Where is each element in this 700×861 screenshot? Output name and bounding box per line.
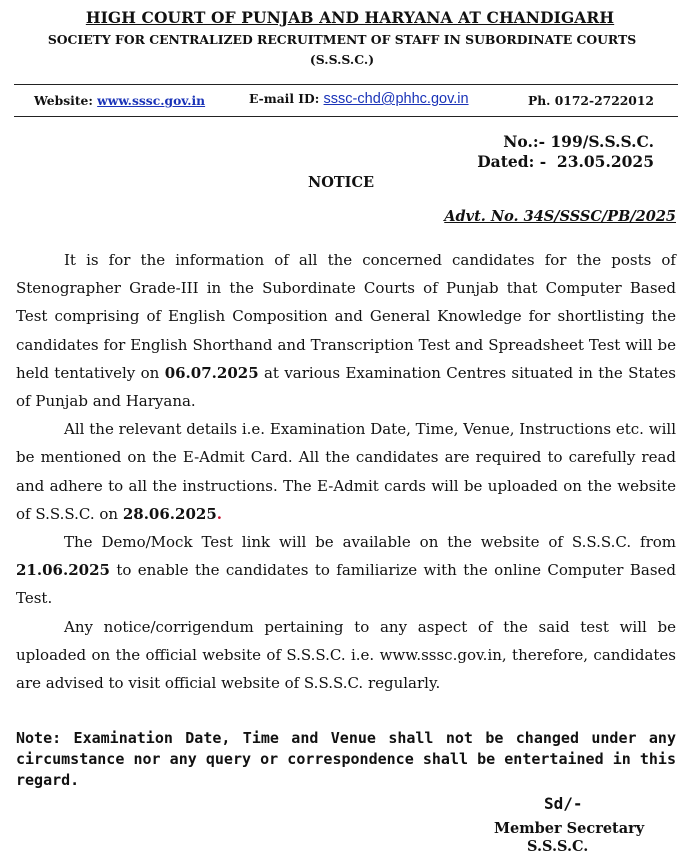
mock-test-date: 21.06.2025 [16, 561, 110, 580]
phone-group [528, 93, 654, 108]
phone-number: 0172-2722012 [554, 93, 654, 108]
notice-body [16, 246, 676, 697]
paragraph-1 [16, 246, 676, 415]
important-note: Note: Examination Date, Time and Venue shall not be changed under any circumstance nor any query or correspondence shall be entertained in this regard. [16, 729, 676, 789]
signature-sd: Sd/- [544, 794, 583, 813]
phone-label: Ph. [528, 93, 551, 108]
admit-card-date: 28.06.2025 [122, 504, 217, 523]
website-link[interactable]: www.sssc.gov.in [97, 93, 206, 108]
paragraph-2 [16, 415, 676, 528]
paragraph-2-text-b: . [216, 504, 223, 523]
paragraph-3 [16, 528, 676, 613]
exam-date: 06.07.2025 [164, 363, 259, 382]
email-label: E-mail ID: [249, 91, 320, 106]
paragraph-1-text-a: It is for the information of all the concerned candidates for the posts of Stenographer Grade-III in the Subordinate Courts of Punjab that Computer Based Test comprising of English Composition and General Knowledge for shortlisting the candidates for English Shorthand and Transcription Test and Spreadsheet Test will be held tentatively on [16, 251, 676, 382]
website-label: Website: [34, 93, 93, 108]
court-name-heading: HIGH COURT OF PUNJAB AND HARYANA AT CHANDIGARH [85, 8, 615, 27]
reference-date: Dated: - 23.05.2025 [477, 152, 654, 171]
email-group [249, 91, 469, 107]
paragraph-1-text-b: at various Examination Centres situated in the States of Punjab and Haryana. [16, 363, 676, 411]
paragraph-3-text-a: The Demo/Mock Test link will be available on the website of S.S.S.C. from [64, 533, 676, 552]
notice-title: NOTICE [308, 174, 375, 191]
website-group [34, 93, 205, 108]
contact-bar [34, 91, 674, 109]
signatory-designation: Member Secretary [494, 820, 645, 837]
advertisement-number: Advt. No. 34S/SSSC/PB/2025 [444, 208, 676, 225]
society-abbreviation: (S.S.S.C.) [309, 52, 375, 67]
society-name: SOCIETY FOR CENTRALIZED RECRUITMENT OF STAFF IN SUBORDINATE COURTS [47, 32, 637, 47]
header-divider-bottom [14, 116, 678, 117]
header-divider-top [14, 84, 678, 85]
paragraph-2-text-a: All the relevant details i.e. Examination Date, Time, Venue, Instructions etc. will be mentioned on the E-Admit Card. All the candidates are required to carefully read and adhere to all the instructions. The E-Admit cards will be uploaded on the website of S.S.S.C. on [16, 420, 676, 523]
paragraph-3-text-b: to enable the candidates to familiarize with the online Computer Based Test. [16, 561, 676, 608]
signatory-organisation: S.S.S.C. [527, 838, 589, 855]
email-link[interactable]: sssc-chd@phhc.gov.in [323, 91, 469, 107]
reference-number: No.:- 199/S.S.S.C. [503, 132, 654, 151]
paragraph-4: Any notice/corrigendum pertaining to any aspect of the said test will be uploaded on the official website of S.S.S.C. i.e. www.sssc.gov.in, therefore, candidates are advised to visit official website of S.S.S.C. regularly. [16, 617, 676, 693]
